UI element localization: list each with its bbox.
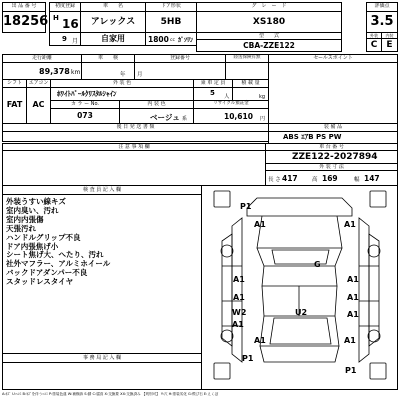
displacement: 1800 (148, 35, 169, 44)
remark-line: スタッドレスタイヤ (6, 277, 74, 287)
register-label: 登録番号 (169, 55, 190, 61)
inspection-label: 車 検 (97, 55, 118, 61)
color-no: 073 (77, 111, 93, 120)
weight-cell (232, 87, 269, 101)
displacement-cell (145, 32, 197, 46)
lot-label: 出 品 番 号 (11, 3, 37, 9)
score: 3.5 (370, 14, 394, 29)
color-no-label: カ ラ ー No. (70, 101, 100, 107)
remarks-label: 検 査 員 記 入 欄 (83, 187, 121, 193)
ac-cell (26, 87, 51, 124)
car-diagram (201, 185, 398, 390)
length: 417 (282, 174, 298, 183)
damage-mark: P1 (240, 202, 252, 211)
seats: 5 (210, 89, 215, 97)
recycle-fee: 10,610 (224, 112, 253, 121)
equipment-label: 装 備 品 (323, 124, 343, 130)
car-outline (202, 186, 399, 391)
notes-cell (2, 150, 266, 186)
width: 147 (364, 174, 380, 183)
ac-label: エアコン (28, 80, 49, 86)
inspection-month-unit: 月 (137, 72, 143, 78)
damage-mark: P1 (345, 366, 357, 375)
chassis-label: 車 台 番 号 (319, 144, 344, 150)
usage: 自家用 (101, 34, 125, 43)
remark-line: 社外マフラー、アルミホイール (6, 259, 111, 269)
shift: FAT (6, 100, 23, 109)
score-cell (366, 11, 398, 33)
score-label: 評価点 (374, 3, 390, 9)
damage-mark: W2 (232, 308, 247, 317)
ext-color: ﾎﾜｲﾄﾊﾟｰﾙｸﾘｽﾀﾙｼｬｲﾝ (57, 90, 117, 98)
after-docs-label: 後 日 発 送 書 類 (116, 124, 155, 130)
insurance-cell (225, 62, 269, 80)
damage-mark: G (314, 260, 321, 269)
interior-label: 内装 (385, 33, 394, 38)
damage-mark: A1 (347, 293, 359, 302)
int-color-label: 内 装 色 (147, 101, 166, 107)
odometer-unit: km (71, 69, 81, 76)
int-color-cell (119, 108, 194, 124)
int-color-suffix: 系 (182, 116, 188, 122)
recycle-unit: 円 (260, 116, 266, 122)
height: 169 (322, 174, 338, 183)
year-label: 初度登録 (54, 3, 75, 9)
car-name-cell (80, 11, 146, 33)
grade: XS180 (252, 17, 286, 27)
ext-color-cell (50, 87, 194, 101)
seats-unit: 人 (224, 94, 230, 100)
office-cell (2, 362, 202, 390)
era: H (53, 14, 59, 22)
damage-legend: A:ｷｽﾞ U:ﾍｺﾐ B:ｷｽﾞを伴うﾍｺﾐ P:塗装色違 W:補修跡 S:錆 C:腐食 X:交換要 XX:交換済み 【判別可】 Y:穴 H:塗装劣化 G:飛び石 E:えくぼ (2, 392, 219, 396)
shift-label: シフト (6, 80, 22, 86)
office-label: 事 務 局 記 入 欄 (83, 355, 121, 361)
int-color: ベージュ (150, 113, 180, 122)
damage-mark: P1 (242, 354, 254, 363)
weight-label: 積 載 量 (241, 80, 260, 86)
chassis: ZZE122-2027894 (292, 152, 378, 162)
damage-mark: U2 (295, 308, 308, 317)
odometer: 89,378 (39, 67, 70, 76)
door-label: ドア形状 (161, 3, 181, 9)
remark-line: 室内臭い、汚れ (6, 205, 59, 215)
register-cell (134, 62, 226, 80)
remark-line: シート焦げ大、へたり、汚れ (6, 250, 104, 260)
notes-label: 注 意 事 項 欄 (118, 144, 150, 150)
interior-grade-cell (381, 38, 398, 52)
lot-number-cell (2, 11, 49, 33)
model-label: 型 式 (258, 33, 279, 39)
fuel: ｶﾞｿﾘﾝ (178, 37, 194, 44)
insurance-label: 陸送保険有無 (233, 55, 261, 60)
grade-cell (196, 11, 342, 33)
damage-mark: A1 (344, 336, 356, 345)
inspection-cell (81, 62, 135, 80)
dims-cell (265, 170, 398, 186)
exterior-grade: C (370, 40, 378, 50)
after-docs-cell (2, 131, 269, 142)
exterior-grade-cell (366, 38, 382, 52)
door-type: 5HB (160, 17, 182, 27)
model-cell (196, 39, 342, 52)
year-value: 16 (62, 17, 79, 31)
ac: AC (32, 100, 45, 109)
remark-line: 天張汚れ (6, 223, 36, 233)
inspection-year-unit: 年 (120, 72, 126, 78)
grade-label: グ レ ー ド (251, 3, 287, 9)
year-cell (49, 11, 81, 33)
odometer-label: 走行距離 (31, 55, 52, 61)
damage-mark: A1 (344, 220, 356, 229)
usage-cell (80, 32, 146, 46)
odometer-cell (2, 62, 82, 80)
remark-line: ハンドルグリップ不良 (6, 232, 81, 242)
remark-line: ドア内張焦げ小 (6, 241, 59, 251)
lot-number: 18256 (3, 14, 49, 29)
length-label: 長 さ (268, 177, 281, 183)
remark-line: 室内内張傷 (6, 214, 44, 224)
shift-cell (2, 87, 27, 124)
damage-mark: A1 (347, 275, 359, 284)
seats-label: 乗 車 定 員 (200, 80, 226, 86)
month-value: 9 (62, 35, 67, 43)
remark-line: 外装うすい線キズ (6, 197, 66, 206)
remarks-cell (2, 194, 202, 354)
seats-cell (193, 87, 233, 101)
width-label: 幅 (354, 177, 360, 183)
damage-mark: A1 (254, 220, 266, 229)
name-label: 車 名 (102, 3, 123, 9)
car-name: アレックス (90, 17, 136, 27)
month-unit: 月 (72, 38, 79, 45)
displacement-unit: cc (170, 38, 175, 43)
interior-grade: E (386, 40, 393, 50)
damage-mark: A1 (232, 320, 244, 329)
sales-point-label: セールスポイント (313, 55, 353, 61)
color-no-cell (50, 108, 120, 124)
recycle-cell (193, 108, 269, 124)
model-code: CBA-ZZE122 (243, 41, 295, 50)
recycle-label: リサイクル預託金 (213, 101, 249, 106)
chassis-cell (265, 150, 398, 164)
door-cell (145, 11, 197, 33)
ext-color-label: 外 装 色 (112, 80, 132, 86)
damage-mark: A1 (347, 310, 359, 319)
dims-label: 外 装 寸 法 (319, 164, 344, 170)
remark-line: バックドアダンパー不良 (6, 268, 88, 278)
sales-point-cell (268, 62, 398, 124)
exterior-label: 外装 (370, 33, 378, 38)
height-label: 高 (312, 177, 318, 183)
weight-unit: kg (259, 94, 266, 100)
damage-mark: A1 (233, 293, 245, 302)
damage-mark: A1 (254, 336, 266, 345)
equipment: ABS ｴｱB PS PW (283, 133, 342, 141)
damage-mark: A1 (233, 275, 245, 284)
month-cell (49, 32, 81, 46)
